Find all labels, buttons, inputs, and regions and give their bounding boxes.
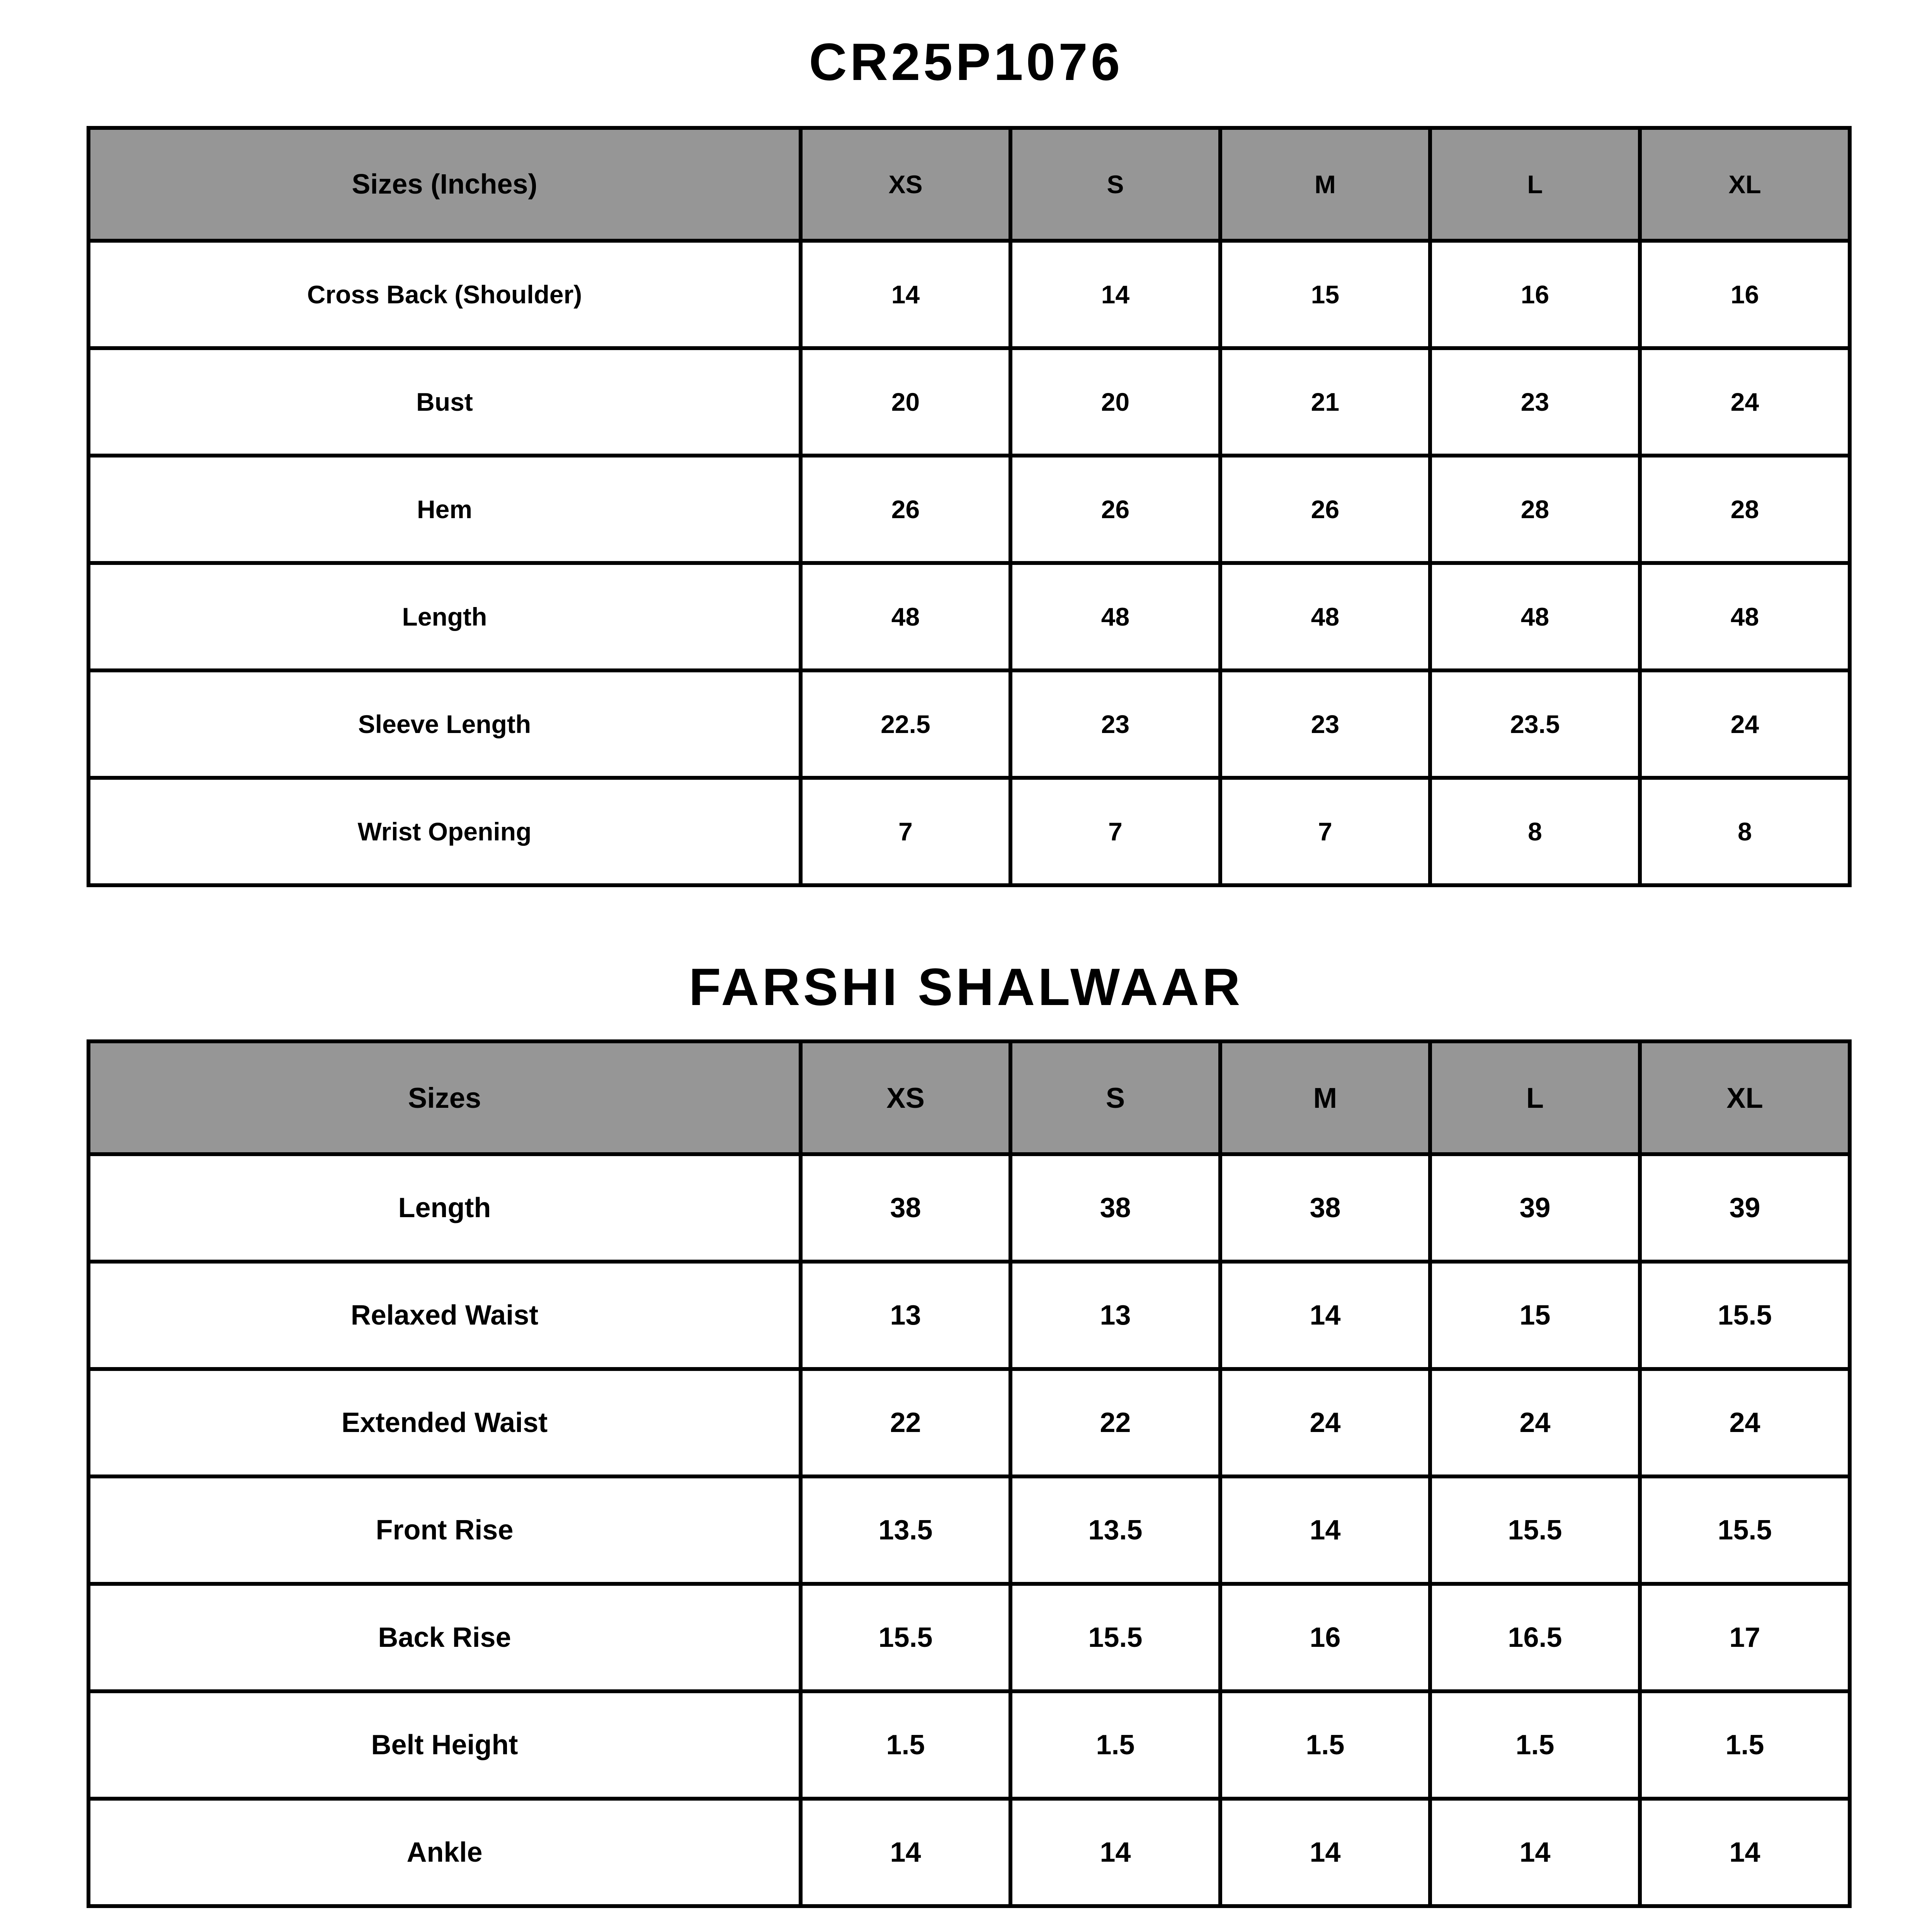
table-cell: 24 [1640,670,1850,778]
table-cell: 23 [1220,670,1430,778]
header-cell-xl: XL [1640,1041,1850,1154]
measurement-label: Belt Height [88,1691,801,1799]
table-cell: 17 [1640,1584,1850,1691]
table-cell: 16.5 [1430,1584,1640,1691]
table-cell: 39 [1430,1154,1640,1262]
table-cell: 38 [801,1154,1010,1262]
header-cell-measurement: Sizes (Inches) [88,128,801,241]
table-cell: 15.5 [1640,1262,1850,1369]
table-cell: 20 [801,348,1010,456]
table-cell: 23.5 [1430,670,1640,778]
measurement-label: Cross Back (Shoulder) [88,241,801,348]
table-row [88,1584,1850,1691]
table-cell: 23 [1430,348,1640,456]
header-cell-m: M [1220,128,1430,241]
measurement-label: Length [88,1154,801,1262]
table-cell: 8 [1640,778,1850,885]
measurement-label: Extended Waist [88,1369,801,1476]
table-row [88,1262,1850,1369]
measurement-label: Ankle [88,1799,801,1906]
table-cell: 15.5 [1430,1476,1640,1584]
table-cell: 26 [1010,456,1220,563]
table-cell: 14 [1010,241,1220,348]
measurement-label: Wrist Opening [88,778,801,885]
kurta-size-chart-title: CR25P1076 [809,32,1123,91]
table-cell: 48 [1010,563,1220,670]
table-cell: 38 [1220,1154,1430,1262]
table-cell: 14 [1010,1799,1220,1906]
table-cell: 14 [801,241,1010,348]
table-cell: 7 [1010,778,1220,885]
table-cell: 26 [1220,456,1430,563]
table-cell: 13.5 [1010,1476,1220,1584]
table-cell: 48 [801,563,1010,670]
table-cell: 24 [1640,348,1850,456]
table-row [88,456,1850,563]
table-cell: 20 [1010,348,1220,456]
table-cell: 1.5 [1640,1691,1850,1799]
table-cell: 16 [1220,1584,1430,1691]
table-cell: 16 [1430,241,1640,348]
table-cell: 39 [1640,1154,1850,1262]
measurement-label: Front Rise [88,1476,801,1584]
table-row [88,1691,1850,1799]
table-cell: 15.5 [1010,1584,1220,1691]
measurement-label: Hem [88,456,801,563]
table-cell: 1.5 [1220,1691,1430,1799]
shalwaar-size-chart-table [87,1039,1852,1908]
measurement-label: Sleeve Length [88,670,801,778]
table-cell: 48 [1220,563,1430,670]
table-cell: 24 [1640,1369,1850,1476]
table-cell: 24 [1220,1369,1430,1476]
table-cell: 15.5 [1640,1476,1850,1584]
table-cell: 15 [1430,1262,1640,1369]
table-cell: 13.5 [801,1476,1010,1584]
measurement-label: Length [88,563,801,670]
header-cell-m: M [1220,1041,1430,1154]
table-cell: 13 [1010,1262,1220,1369]
table-cell: 28 [1430,456,1640,563]
header-cell-xl: XL [1640,128,1850,241]
table-cell: 14 [1640,1799,1850,1906]
table-cell: 48 [1430,563,1640,670]
table-cell: 26 [801,456,1010,563]
header-cell-s: S [1010,1041,1220,1154]
table-row [88,241,1850,348]
table-cell: 48 [1640,563,1850,670]
table-cell: 7 [1220,778,1430,885]
table-header-row [88,128,1850,241]
header-cell-xs: XS [801,1041,1010,1154]
table-cell: 15.5 [801,1584,1010,1691]
table-cell: 16 [1640,241,1850,348]
table-cell: 23 [1010,670,1220,778]
table-cell: 38 [1010,1154,1220,1262]
shalwaar-size-chart-title: FARSHI SHALWAAR [689,957,1243,1016]
measurement-label: Bust [88,348,801,456]
table-cell: 7 [801,778,1010,885]
header-cell-measurement: Sizes [88,1041,801,1154]
table-cell: 21 [1220,348,1430,456]
table-row [88,670,1850,778]
header-cell-xs: XS [801,128,1010,241]
header-cell-l: L [1430,1041,1640,1154]
header-cell-s: S [1010,128,1220,241]
table-cell: 22 [801,1369,1010,1476]
table-cell: 14 [1220,1799,1430,1906]
table-cell: 14 [1220,1476,1430,1584]
measurement-label: Back Rise [88,1584,801,1691]
table-cell: 1.5 [801,1691,1010,1799]
table-row [88,348,1850,456]
kurta-size-chart-table [87,126,1852,887]
header-cell-l: L [1430,128,1640,241]
table-cell: 24 [1430,1369,1640,1476]
table-cell: 14 [801,1799,1010,1906]
table-header-row [88,1041,1850,1154]
table-cell: 14 [1430,1799,1640,1906]
table-cell: 1.5 [1430,1691,1640,1799]
table-cell: 28 [1640,456,1850,563]
table-row [88,1476,1850,1584]
table-row [88,1799,1850,1906]
table-row [88,563,1850,670]
table-cell: 14 [1220,1262,1430,1369]
table-cell: 22 [1010,1369,1220,1476]
table-cell: 22.5 [801,670,1010,778]
table-cell: 15 [1220,241,1430,348]
table-cell: 1.5 [1010,1691,1220,1799]
table-cell: 8 [1430,778,1640,885]
table-row [88,1369,1850,1476]
table-cell: 13 [801,1262,1010,1369]
table-row [88,778,1850,885]
table-row [88,1154,1850,1262]
measurement-label: Relaxed Waist [88,1262,801,1369]
